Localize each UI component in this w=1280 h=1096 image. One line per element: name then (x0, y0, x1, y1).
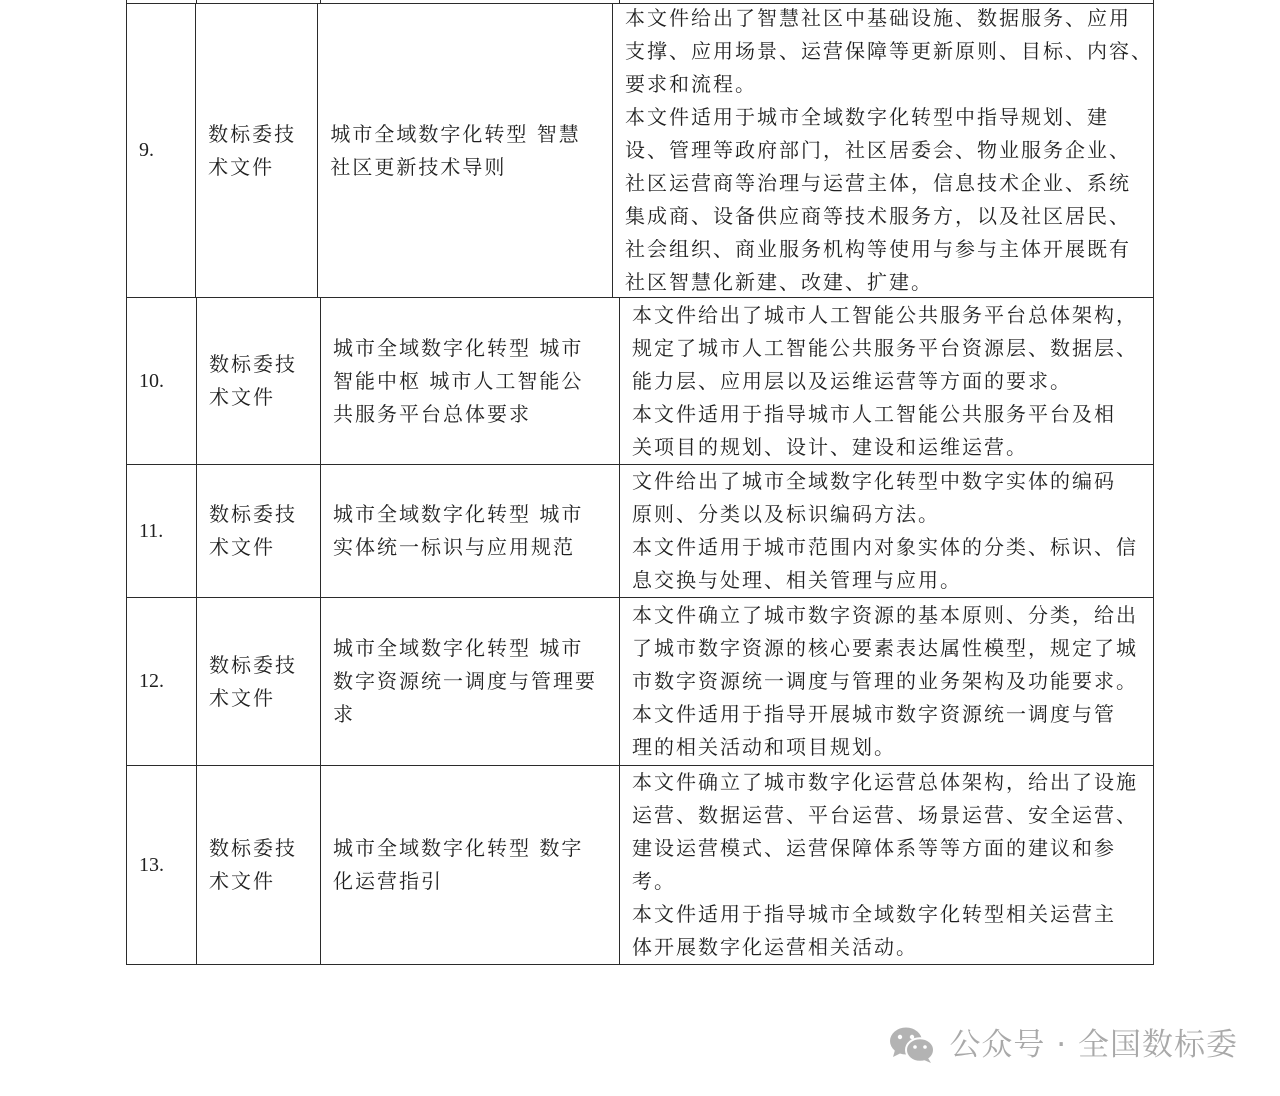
text-line: 规定了城市人工智能公共服务平台资源层、数据层、 (632, 335, 1138, 360)
text-line: 本文件确立了城市数字化运营总体架构，给出了设施 (632, 770, 1138, 794)
row-number (127, 598, 197, 765)
text-line: 数标委技 (209, 352, 297, 376)
text-line: 术文件 (209, 385, 275, 409)
document-type (197, 0, 321, 3)
row-number-text: 10. (139, 369, 164, 392)
wechat-icon (889, 1026, 935, 1064)
text-line: 社会组织、商业服务机构等使用与参与主体开展既有 (625, 237, 1131, 261)
text-line: 理的相关活动和项目规划。 (632, 735, 896, 759)
row-number-text: 12. (139, 670, 164, 692)
text-line: 支撑、应用场景、运营保障等更新原则、目标、内容、 (625, 39, 1153, 63)
document-title (318, 4, 613, 297)
watermark-text: 公众号 · 全国数标委 (949, 1027, 1238, 1063)
row-number (127, 766, 197, 964)
text-line: 设、管理等政府部门，社区居委会、物业服务企业、 (625, 138, 1131, 162)
text-line: 息交换与处理、相关管理与应用。 (632, 568, 962, 592)
text-line: 本文件适用于城市全域数字化转型中指导规划、建 (625, 105, 1109, 129)
text-line: 共服务平台总体要求 (333, 401, 531, 426)
document-type (197, 598, 321, 765)
text-line: 社区更新技术导则 (330, 154, 507, 179)
document-description (620, 598, 1153, 765)
row-number (127, 465, 197, 597)
text-line: 数标委技 (209, 652, 297, 677)
text-line: 建设运营模式、运营保障体系等等方面的建议和参 (632, 836, 1116, 860)
text-line: 术文件 (209, 535, 275, 559)
document-title (321, 766, 620, 964)
text-line: 本文件适用于指导开展城市数字资源统一调度与管 (632, 702, 1116, 726)
text-line: 城市全域数字化转型 城市 (333, 502, 584, 526)
text-line: 实体统一标识与应用规范 (333, 535, 575, 559)
text-line: 关项目的规划、设计、建设和运维运营。 (632, 434, 1028, 459)
text-line: 原则、分类以及标识编码方法。 (632, 502, 940, 526)
watermark (889, 1024, 1238, 1066)
document-type (197, 465, 321, 597)
text-line: 城市全域数字化转型 数字 (333, 836, 584, 860)
text-line: 术文件 (209, 869, 275, 893)
text-line: 化运营指引 (333, 869, 443, 893)
text-line: 城市全域数字化转型 城市 (333, 335, 584, 360)
text-line: 社区运营商等治理与运营主体，信息技术企业、系统 (625, 171, 1131, 195)
row-number (127, 0, 197, 3)
document-description (620, 298, 1153, 464)
text-line: 城市全域数字化转型 城市 (333, 636, 584, 660)
text-line: 文件给出了城市全域数字化转型中数字实体的编码 (632, 469, 1116, 493)
document-type (197, 298, 321, 464)
text-line: 数标委技 (208, 121, 297, 146)
text-line: 体开展数字化运营相关活动。 (632, 935, 918, 959)
text-line: 本文件给出了城市人工智能公共服务平台总体架构， (632, 302, 1138, 327)
text-line: 本文件给出了智慧社区中基础设施、数据服务、应用 (625, 6, 1131, 30)
row-number (127, 298, 197, 464)
text-line: 智能中枢 城市人工智能公 (333, 368, 584, 393)
table-row (127, 766, 1153, 965)
document-description (620, 465, 1153, 597)
text-line: 术文件 (208, 154, 275, 179)
document-title (321, 298, 620, 464)
table-row (127, 465, 1153, 598)
text-line: 城市全域数字化转型 智慧 (330, 121, 581, 146)
text-line: 求 (333, 702, 355, 726)
text-line: 本文件适用于指导城市全域数字化转型相关运营主 (632, 902, 1116, 926)
row-number-text: 13. (139, 853, 164, 876)
row-number-text: 11. (139, 519, 164, 542)
document-description (620, 766, 1153, 964)
text-line: 考。 (632, 869, 676, 893)
document-title (321, 598, 620, 765)
document-type (196, 4, 318, 297)
document-title (321, 0, 620, 3)
text-line: 集成商、设备供应商等技术服务方，以及社区居民、 (625, 204, 1131, 228)
text-line: 了城市数字资源的核心要素表达属性模型，规定了城 (632, 636, 1138, 660)
text-line: 要求和流程。 (625, 72, 757, 96)
text-line: 市数字资源统一调度与管理的业务架构及功能要求。 (632, 669, 1138, 693)
text-line: 数字资源统一调度与管理要 (333, 669, 597, 693)
document-title (321, 465, 620, 597)
table-row (127, 298, 1153, 465)
document-description (613, 4, 1153, 297)
table-row (127, 4, 1153, 298)
text-line: 本文件适用于城市范围内对象实体的分类、标识、信 (632, 535, 1138, 559)
text-line: 本文件确立了城市数字资源的基本原则、分类，给出 (632, 603, 1138, 627)
text-line: 数标委技 (209, 836, 297, 860)
text-line: 能力层、应用层以及运维运营等方面的要求。 (632, 368, 1072, 393)
text-line: 术文件 (209, 685, 275, 710)
table-row (127, 598, 1153, 766)
document-type (197, 766, 321, 964)
row-number-text: 9. (139, 139, 154, 161)
text-line: 社区智慧化新建、改建、扩建。 (625, 270, 933, 294)
row-number (127, 4, 196, 297)
text-line: 运营、数据运营、平台运营、场景运营、安全运营、 (632, 803, 1138, 827)
text-line: 本文件适用于指导城市人工智能公共服务平台及相 (632, 401, 1116, 426)
standards-table (126, 0, 1154, 965)
text-line: 数标委技 (209, 502, 297, 526)
